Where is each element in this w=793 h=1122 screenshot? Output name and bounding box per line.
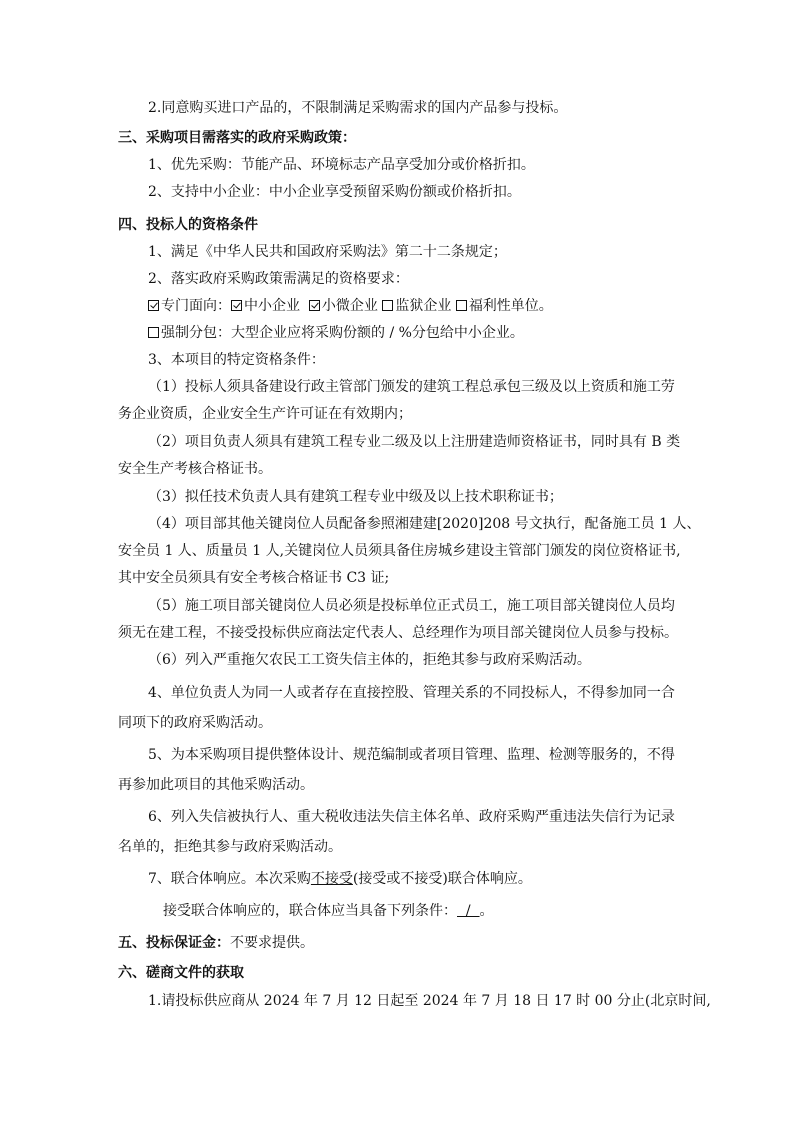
condition-prefix: 接受联合体响应的，联合体应当具备下列条件： (163, 903, 457, 919)
dedicated-checkbox[interactable] (148, 300, 159, 311)
section-4-item-6-line-a: 6、列入失信被执行人、重大税收违法失信主体名单、政府采购严重违法失信行为记录 (148, 809, 675, 825)
sme-checkbox[interactable] (231, 300, 242, 311)
prison-checkbox[interactable] (382, 300, 393, 311)
requirement-1-line-a: （1）投标人须具备建设行政主管部门颁发的建筑工程总承包三级及以上资质和施工劳 (148, 379, 675, 395)
requirement-5-line-a: （5）施工项目部关键岗位人员必须是投标单位正式员工，施工项目部关键岗位人员均 (148, 598, 675, 614)
dedicated-label: 专门面向： (161, 298, 231, 314)
condition-blank: / (457, 903, 480, 919)
section-4-item-5-line-a: 5、为本采购项目提供整体设计、规范编制或者项目管理、监理、检测等服务的，不得 (148, 747, 675, 763)
condition-suffix: 。 (479, 903, 494, 919)
micro-checkbox[interactable] (309, 300, 320, 311)
requirement-4-line-b: 安全员 1 人、质量员 1 人,关键岗位人员须具备住房城乡建设主管部门颁发的岗位资格证书, (118, 543, 681, 559)
intro-line-2: 2.同意购买进口产品的，不限制满足采购需求的国内产品参与投标。 (148, 100, 568, 116)
forced-sub-row (148, 323, 524, 343)
section-3-title: 三、采购项目需落实的政府采购政策： (118, 130, 356, 146)
section-3-item-1: 1、优先采购：节能产品、环境标志产品享受加分或价格折扣。 (148, 157, 535, 173)
policy-checkbox-row (148, 296, 553, 316)
section-4-item-5-line-b: 再参加此项目的其他采购活动。 (118, 777, 314, 793)
section-4-item-2: 2、落实政府采购政策需满足的资格要求： (148, 271, 409, 287)
sme-label: 中小企业 (244, 298, 300, 314)
forced-sub-checkbox[interactable] (148, 327, 159, 338)
requirement-5-line-b: 须无在建工程，不接受投标供应商法定代表人、总经理作为项目部关键岗位人员参与投标。 (118, 625, 678, 641)
section-4-item-7 (148, 869, 532, 889)
item-7-suffix: (接受或不接受)联合体响应。 (352, 871, 532, 887)
requirement-1-line-b: 务企业资质，企业安全生产许可证在有效期内； (118, 406, 412, 422)
welfare-label: 福利性单位。 (468, 298, 553, 314)
section-5-value: 不要求提供。 (230, 935, 314, 951)
section-6-title: 六、磋商文件的获取 (118, 965, 244, 981)
section-4-title: 四、投标人的资格条件 (118, 217, 258, 233)
section-4-item-4-line-b: 同项下的政府采购活动。 (118, 715, 272, 731)
forced-sub-label: 强制分包：大型企业应将采购份额的 / %分包给中小企业。 (161, 325, 524, 341)
section-4-item-3: 3、本项目的特定资格条件： (148, 352, 325, 368)
welfare-checkbox[interactable] (456, 300, 467, 311)
section-4-item-4-line-a: 4、单位负责人为同一人或者存在直接控股、管理关系的不同投标人，不得参加同一合 (148, 685, 675, 701)
section-4-item-7-condition (163, 901, 494, 921)
requirement-4-line-c: 其中安全员须具有安全考核合格证书 C3 证; (118, 570, 390, 586)
item-7-choice: 不接受 (310, 871, 353, 887)
prison-label: 监狱企业 (395, 298, 452, 314)
section-4-item-6-line-b: 名单的，拒绝其参与政府采购活动。 (118, 839, 342, 855)
section-6-item-1: 1.请投标供应商从 2024 年 7 月 12 日起至 2024 年 7 月 18 日 17 时 00 分止(北京时间, (148, 993, 711, 1009)
requirement-4-line-a: （4）项目部其他关键岗位人员配备参照湘建建[2020]208 号文执行，配备施工员 1 人、 (148, 516, 701, 532)
section-3-item-2: 2、支持中小企业：中小企业享受预留采购份额或价格折扣。 (148, 184, 521, 200)
requirement-2-line-b: 安全生产考核合格证书。 (118, 461, 272, 477)
section-5-title: 五、投标保证金： (118, 935, 230, 951)
requirement-6: （6）列入严重拖欠农民工工资失信主体的，拒绝其参与政府采购活动。 (148, 652, 591, 668)
item-7-prefix: 7、联合体响应。本次采购 (148, 871, 311, 887)
section-5 (118, 933, 314, 953)
requirement-2-line-a: （2）项目负责人须具有建筑工程专业二级及以上注册建造师资格证书，同时具有 B 类 (148, 434, 681, 450)
requirement-3: （3）拟任技术负责人具有建筑工程专业中级及以上技术职称证书； (148, 489, 563, 505)
section-4-item-1: 1、满足《中华人民共和国政府采购法》第二十二条规定； (148, 244, 507, 260)
micro-label: 小微企业 (321, 298, 378, 314)
